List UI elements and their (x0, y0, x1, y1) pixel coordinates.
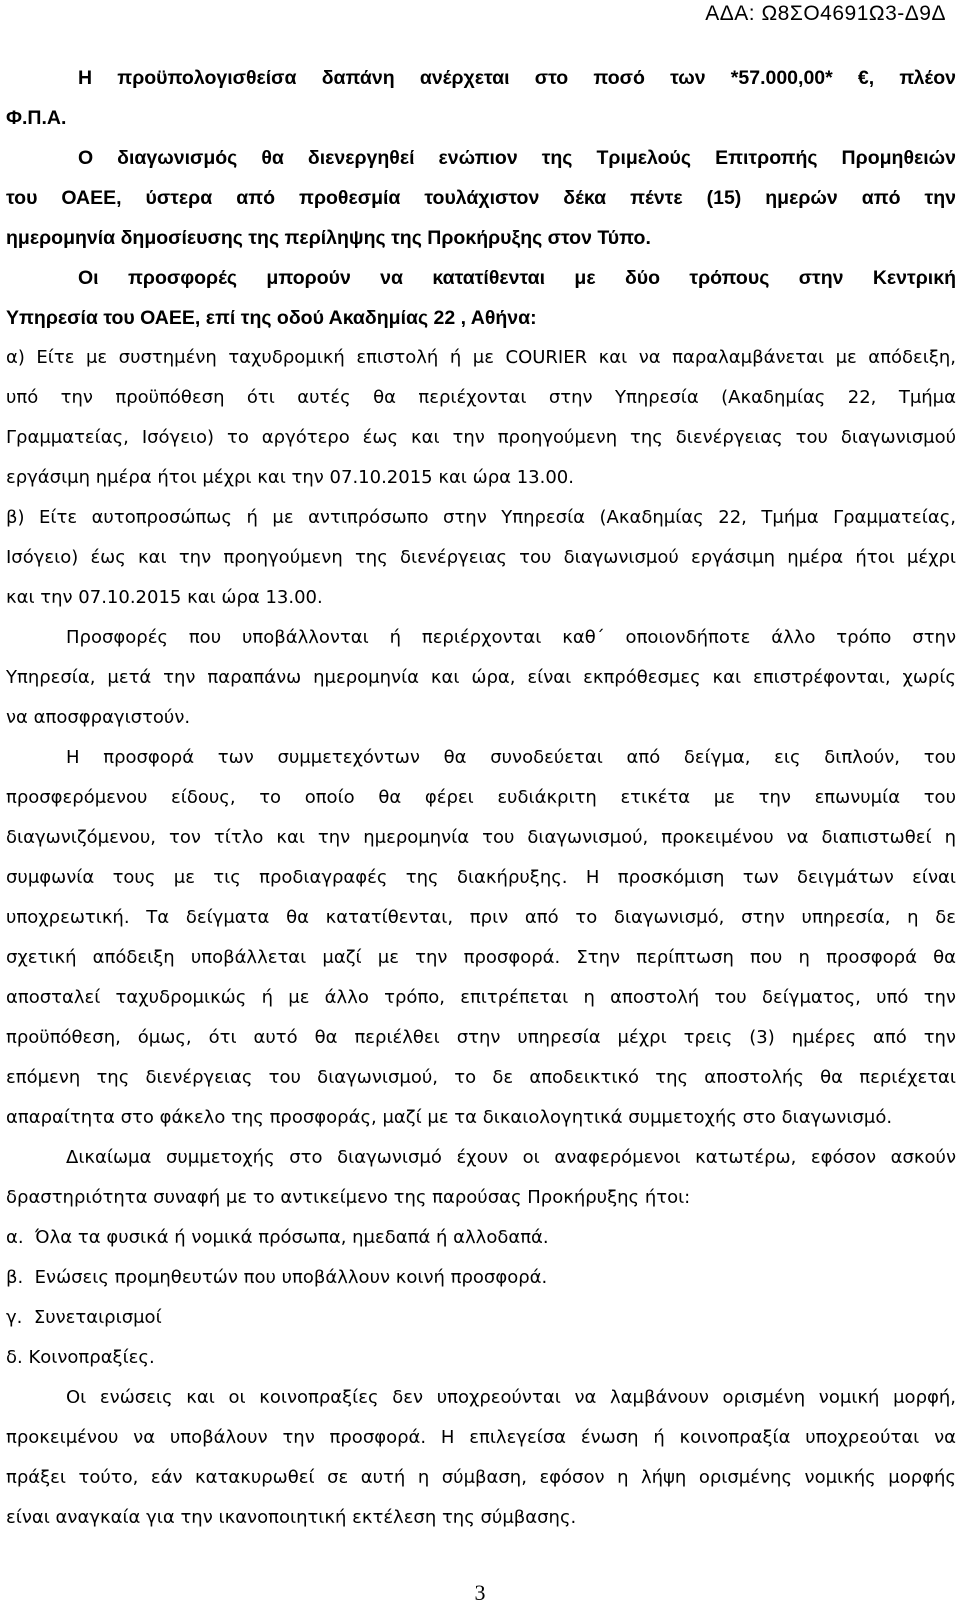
option-a-line-1: α) Είτε με συστημένη ταχυδρομική επιστολή ή με COURIER και να παραλαμβάνεται με απόδειξη, (6, 347, 956, 368)
option-a-line-3: Γραμματείας, Ισόγειο) το αργότερο έως και την προηγούμενη της διενέργειας του διαγωνισμού (6, 427, 956, 448)
document-body (6, 58, 956, 1538)
eligibility-item-a: α. Όλα τα φυσικά ή νομικά πρόσωπα, ημεδαπά ή αλλοδαπά. (6, 1227, 549, 1248)
option-b-line-3: και την 07.10.2015 και ώρα 13.00. (6, 587, 323, 608)
samples-line-9: επόμενη της διενέργειας του διαγωνισμού, το δε αποδεικτικό της αποστολής θα περιέχεται (6, 1067, 956, 1088)
tender-line-3: ημερομηνία δημοσίευσης της περίληψης της Προκήρυξης στον Τύπο. (6, 227, 651, 249)
tender-line-2: του ΟΑΕΕ, ύστερα από προθεσμία τουλάχιστον δέκα πέντε (15) ημερών από την (6, 187, 956, 209)
samples-line-3: διαγωνιζόμενου, τον τίτλο και την ημερομηνία του διαγωνισμού, προκειμένου να διαπιστωθεί η (6, 827, 956, 848)
samples-line-10: απαραίτητα στο φάκελο της προσφοράς, μαζί με τα δικαιολογητικά συμμετοχής στο διαγωνισμό. (6, 1107, 893, 1128)
late-offers-line-2: Υπηρεσία, μετά την παραπάνω ημερομηνία και ώρα, είναι εκπρόθεσμες και επιστρέφονται, χωρίς (6, 667, 956, 688)
eligibility-line-2: δραστηριότητα συναφή με το αντικείμενο της παρούσας Προκήρυξης ήτοι: (6, 1187, 691, 1208)
option-a-line-2: υπό την προϋπόθεση ότι αυτές θα περιέχονται στην Υπηρεσία (Ακαδημίας 22, Τμήμα (6, 387, 956, 408)
eligibility-item-c: γ. Συνεταιρισμοί (6, 1307, 162, 1328)
consortia-line-2: προκειμένου να υποβάλουν την προσφορά. Η επιλεγείσα ένωση ή κοινοπραξία υποχρεούται να (6, 1427, 956, 1448)
budget-line-1: Η προϋπολογισθείσα δαπάνη ανέρχεται στο ποσό των *57.000,00* €, πλέον (78, 67, 956, 89)
samples-line-2: προσφερόμενου είδους, το οποίο θα φέρει ευδιάκριτη ετικέτα με την επωνυμία του (6, 787, 956, 808)
eligibility-item-b: β. Ενώσεις προμηθευτών που υποβάλλουν κοινή προσφορά. (6, 1267, 548, 1288)
samples-line-5: υποχρεωτική. Τα δείγματα θα κατατίθενται, πριν από το διαγωνισμό, στην υπηρεσία, η δε (6, 907, 956, 928)
samples-line-1: Η προσφορά των συμμετεχόντων θα συνοδεύεται από δείγμα, εις διπλούν, του (66, 747, 956, 768)
samples-line-4: συμφωνία τους με τις προδιαγραφές της διακήρυξης. Η προσκόμιση των δειγμάτων είναι (6, 867, 956, 888)
eligibility-item-d: δ. Κοινοπραξίες. (6, 1347, 155, 1368)
tender-line-1: Ο διαγωνισμός θα διενεργηθεί ενώπιον της Τριμελούς Επιτροπής Προμηθειών (78, 147, 956, 169)
samples-line-6: σχετική απόδειξη υποβάλλεται μαζί με την προσφορά. Στην περίπτωση που η προσφορά θα (6, 947, 956, 968)
late-offers-line-1: Προσφορές που υποβάλλονται ή περιέρχονται καθ΄ οποιονδήποτε άλλο τρόπο στην (66, 627, 956, 648)
option-b-line-1: β) Είτε αυτοπροσώπως ή με αντιπρόσωπο στην Υπηρεσία (Ακαδημίας 22, Τμήμα Γραμματείας, (6, 507, 956, 528)
option-b-line-2: Ισόγειο) έως και την προηγούμενη της διενέργειας του διαγωνισμού εργάσιμη ημέρα ήτοι μέχρι (6, 547, 956, 568)
option-a-line-4: εργάσιμη ημέρα ήτοι μέχρι και την 07.10.2015 και ώρα 13.00. (6, 467, 574, 488)
consortia-line-4: είναι αναγκαία για την ικανοποιητική εκτέλεση της σύμβασης. (6, 1507, 577, 1528)
eligibility-line-1: Δικαίωμα συμμετοχής στο διαγωνισμό έχουν οι αναφερόμενοι κατωτέρω, εφόσον ασκούν (66, 1147, 956, 1168)
ada-code: ΑΔΑ: Ω8ΣΟ4691Ω3-Δ9Δ (705, 2, 946, 25)
late-offers-line-3: να αποσφραγιστούν. (6, 707, 191, 728)
budget-line-2: Φ.Π.Α. (6, 107, 67, 129)
samples-line-8: προϋπόθεση, όμως, ότι αυτό θα περιέλθει στην υπηρεσία μέχρι τρεις (3) ημέρες από την (6, 1027, 956, 1048)
submission-line-1: Οι προσφορές μπορούν να κατατίθενται με δύο τρόπους στην Κεντρική (78, 267, 956, 289)
page-number: 3 (474, 1580, 486, 1605)
samples-line-7: αποσταλεί ταχυδρομικώς ή με άλλο τρόπο, επιτρέπεται η αποστολή του δείγματος, υπό την (6, 987, 956, 1008)
consortia-line-1: Οι ενώσεις και οι κοινοπραξίες δεν υποχρεούνται να λαμβάνουν ορισμένη νομική μορφή, (66, 1387, 956, 1408)
consortia-line-3: πράξει τούτο, εάν κατακυρωθεί σε αυτή η σύμβαση, εφόσον η λήψη ορισμένης νομικής μορφής (6, 1467, 956, 1488)
submission-line-2: Υπηρεσία του ΟΑΕΕ, επί της οδού Ακαδημίας 22 , Αθήνα: (6, 307, 537, 329)
